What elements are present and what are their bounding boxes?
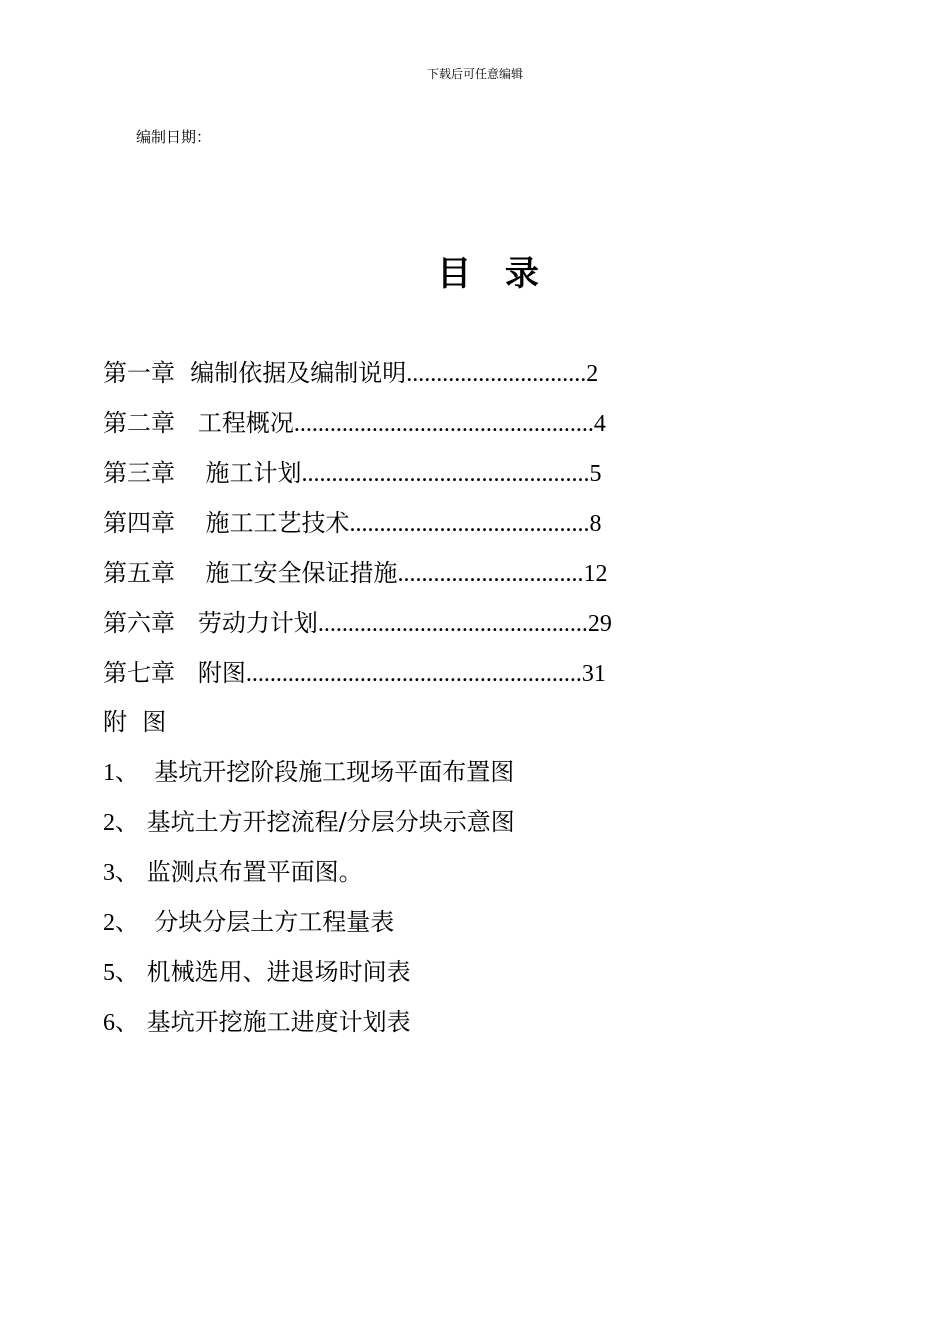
chapter-title: 劳动力计划 [197, 609, 318, 637]
appendix-item-text: 分块分层土方工程量表 [154, 908, 395, 936]
chapter-title: 施工安全保证措施 [205, 559, 398, 587]
chapter-number: 第五章 [103, 559, 175, 587]
appendix-item-gap [139, 1008, 147, 1036]
appendix-heading-text: 附 图 [103, 708, 167, 736]
chapter-number: 第六章 [103, 609, 175, 637]
appendix-item-number: 1、 [103, 760, 139, 786]
page-number: 12 [583, 561, 608, 587]
chapter-gap [175, 359, 190, 387]
appendix-item-number: 2、 [103, 810, 139, 836]
chapter-gap [175, 509, 206, 537]
toc-title [0, 252, 950, 296]
chapter-gap [175, 609, 198, 637]
page-number: 31 [581, 661, 606, 687]
toc-entry-chapter-2 [103, 408, 606, 439]
toc-entry-chapter-6 [103, 608, 612, 639]
page-number: 29 [587, 611, 612, 637]
appendix-item [103, 907, 394, 938]
appendix-item-gap [139, 908, 154, 936]
page-number: 5 [589, 461, 602, 487]
appendix-item-gap [139, 758, 154, 786]
appendix-item-text: 机械选用、进退场时间表 [146, 958, 411, 986]
toc-entry-chapter-1 [103, 358, 598, 389]
appendix-item-number: 5、 [103, 960, 139, 986]
compile-date-label: 编制日期： [136, 128, 212, 146]
dot-leader: .............................. [406, 361, 587, 387]
appendix-item-gap [139, 958, 147, 986]
dot-leader: ............................................. [317, 611, 588, 637]
header-note: 下载后可任意编辑 [426, 67, 523, 81]
chapter-gap [175, 459, 206, 487]
dot-leader: ........................................................ [245, 661, 582, 687]
chapter-title: 附图 [197, 659, 246, 687]
appendix-heading [103, 707, 166, 737]
page-number: 2 [586, 361, 599, 387]
appendix-item [103, 807, 515, 838]
appendix-item-number: 6、 [103, 1010, 139, 1036]
chapter-gap [175, 409, 198, 437]
appendix-item-text: 基坑开挖阶段施工现场平面布置图 [154, 758, 515, 786]
appendix-item-text: 基坑土方开挖流程/分层分块示意图 [146, 808, 515, 836]
appendix-item-text: 基坑开挖施工进度计划表 [146, 1008, 411, 1036]
toc-title-char: 录 [504, 254, 539, 294]
appendix-item-number: 2、 [103, 910, 139, 936]
chapter-title: 工程概况 [197, 409, 294, 437]
page-number: 4 [593, 411, 606, 437]
chapter-number: 第三章 [103, 459, 175, 487]
appendix-item-gap [139, 808, 147, 836]
chapter-number: 第七章 [103, 659, 175, 687]
chapter-number: 第二章 [103, 409, 175, 437]
chapter-gap [175, 559, 206, 587]
appendix-item [103, 757, 514, 788]
toc-entry-chapter-3 [103, 458, 602, 489]
chapter-gap [175, 659, 198, 687]
page-number: 8 [589, 511, 602, 537]
appendix-item-number: 3、 [103, 860, 139, 886]
dot-leader: ................................................ [301, 461, 590, 487]
chapter-number: 第四章 [103, 509, 175, 537]
appendix-item [103, 1007, 411, 1038]
dot-leader: ........................................ [349, 511, 590, 537]
dot-leader: ............................... [397, 561, 584, 587]
chapter-number: 第一章 [103, 359, 175, 387]
toc-entry-chapter-5 [103, 558, 608, 589]
toc-title-char: 目 [437, 254, 472, 294]
toc-entry-chapter-4 [103, 508, 602, 539]
dot-leader: .................................................. [293, 411, 594, 437]
chapter-title: 施工计划 [205, 459, 302, 487]
appendix-item [103, 957, 411, 988]
appendix-item [103, 857, 363, 888]
chapter-title: 编制依据及编制说明 [190, 359, 407, 387]
appendix-item-gap [139, 858, 147, 886]
toc-entry-chapter-7 [103, 658, 606, 689]
chapter-title: 施工工艺技术 [205, 509, 350, 537]
appendix-item-text: 监测点布置平面图。 [146, 858, 363, 886]
